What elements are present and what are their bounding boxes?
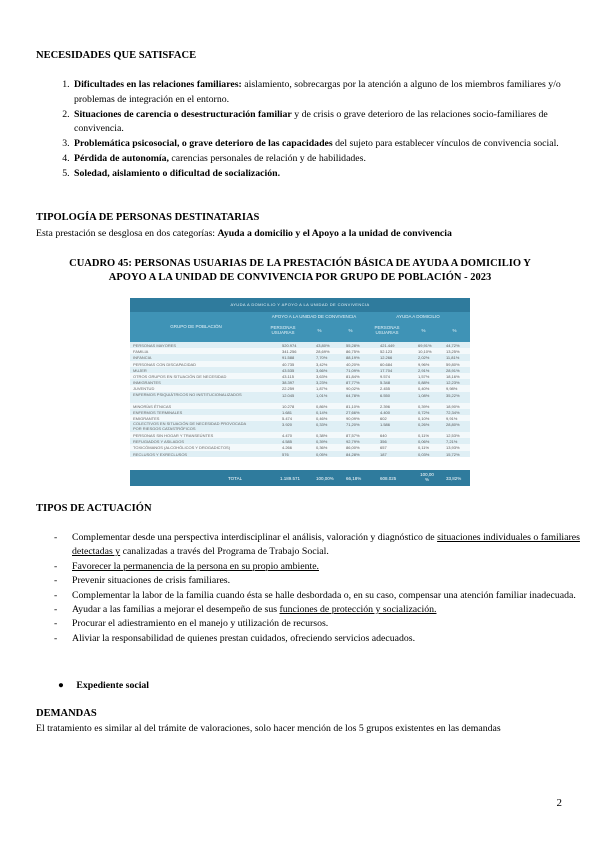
table-cell: 28,80% [446,422,460,428]
table-cell: 0,11% [418,433,430,439]
table-cell: 341.256 [282,349,297,355]
table-cell: 27,66% [346,409,360,415]
table-cell: 0,86% [316,403,328,409]
table-cell: 12,53% [446,433,460,439]
table-cell: 10.278 [282,403,295,409]
table-cell: 71,09% [346,367,360,373]
table-row [130,451,470,457]
table-cell: 40.735 [282,361,295,367]
needs-list [36,78,592,182]
table-cell: 1,87% [316,386,328,392]
need-item: 2. Situaciones de carencia o desestructuración familiar y de crisis o grave deterioro de las relaciones socio-familiares de convivencia. [72,108,592,138]
table-cell: 9,96% [418,361,430,367]
table-cell: 1.586 [380,422,391,428]
actions-list [36,531,592,646]
table-cell: 35,22% [446,392,460,398]
table-cell: 0,36% [316,445,328,451]
table-cell: 43.535 [282,367,295,373]
need-item: 1. Dificultades en las relaciones familiares: aislamiento, sobrecargas por la atención a alguno de los miembros familiares y/o problemas de integración en el entorno. [72,78,592,108]
table-cell: 9.574 [380,373,391,379]
table-cell-label: JUVENTUD [133,386,155,392]
table-cell: 0,88% [418,380,430,386]
table-cell: 12.045 [282,392,295,398]
table-total-row: TOTAL 1.189.571 100,00% 66,18% 608.025 100,00 % 33,82% [130,470,470,486]
table-cell: 52.123 [380,349,393,355]
table-cell: 0,10% [418,415,430,421]
action-item: - Aliviar la responsabilidad de quienes prestan cuidados, ofreciendo servicios adecuados. [72,632,592,646]
table-cell: 520.974 [282,343,297,348]
typology-heading: TIPOLOGÍA DE PERSONAS DESTINATARIAS [36,212,260,223]
needs-heading: NECESIDADES QUE SATISFACE [36,50,197,61]
table-cell: 7,21% [446,439,458,445]
table-cell: 0,06% [418,439,430,445]
table-cell: 60.684 [380,361,393,367]
need-item: 5. Soledad, aislamiento o dificultad de socialización. [72,167,592,182]
table-cell: 640 [380,433,387,439]
table-cell: 40,20% [346,361,360,367]
table-cell: 4.585 [282,439,293,445]
table-cell: 4.400 [380,409,391,415]
table-cell: 1,08% [418,392,430,398]
bullet-item: ● Expediente social [58,680,150,691]
table-cell: 0,03% [418,451,430,457]
table-cell: 4.266 [282,445,293,451]
table-cell: 28,69% [316,349,330,355]
table-cell: 43.115 [282,373,294,379]
table-cell-label: MUJER [133,367,147,373]
table-cell: 86,00% [346,445,360,451]
table-cell-label: PERSONAS CON DISCAPACIDAD [133,361,197,367]
table-cell: 5.474 [282,415,293,421]
table-cell-label: EMIGRANTES [133,415,160,421]
table-cell: 38.397 [282,380,295,386]
table-cell-label: INMIGRANTES [133,380,161,386]
action-item: - Complementar desde una perspectiva interdisciplinar el análisis, valoración y diagnóstico de situaciones individuales o familiares detectadas y canalizadas a través del Programa de Trabajo Social. [72,531,592,560]
table-cell: 91.588 [282,355,295,361]
table-cell: 576 [282,451,289,457]
typology-text: Esta prestación se desglosa en dos categorías: Ayuda a domicilio y el Apoyo a la unidad de convivencia [36,228,452,239]
table-cell: 6.550 [380,392,391,398]
table-cell-label: COLECTIVOS EN SITUACIÓN DE NECESIDAD PROVOCADA POR RIESGOS CATASTRÓFICOS [133,421,246,431]
table-cell: 1,01% [316,392,328,398]
need-item: 3. Problemática psicosocial, o grave deterioro de las capacidades del sujeto para establecer vínculos de convivencia social. [72,137,592,152]
table-cell: 3,23% [316,380,328,386]
table-cell: 4.470 [282,433,293,439]
table-cell: 81,10% [346,403,360,409]
table-cell: 3,63% [316,373,328,379]
table-cell: 356 [380,439,387,445]
table-cell: 602 [380,415,387,421]
table-cell: 2.455 [380,386,391,392]
table-cell: 0,33% [316,422,328,428]
table-cell: 69,91% [418,343,432,348]
table-cell: 9,91% [446,415,458,421]
table-cell: 0,40% [418,386,430,392]
table-cell: 87,77% [346,380,360,386]
action-item: - Ayudar a las familias a mejorar el desempeño de sus funciones de protección y socialización. [72,603,592,617]
table-cell: 18,16% [446,373,460,379]
table-cell: 87,57% [346,433,360,439]
table-cell: 0,14% [316,409,328,415]
table-cell-label: ENFERMOS TERMINALES [133,409,183,415]
table-cell: 90,09% [346,415,360,421]
page-number: 2 [556,797,562,809]
table-cell: 81,84% [346,373,360,379]
table-cell: 1.681 [282,409,293,415]
table-cell-label: ENFERMOS PSIQUIÁTRICOS NO INSTITUCIONALIZADOS [133,391,242,397]
table-cell: 5.348 [380,380,391,386]
table-cell: 0,46% [316,415,328,421]
table-cell: 0,39% [316,439,328,445]
table-cell: 43,80% [316,343,330,348]
table-cell-label: RECLUSOS Y EXRECLUSOS [133,451,188,457]
action-item: - Favorecer la permanencia de la persona en su propio ambiente. [72,560,592,574]
bullet-dot-icon: ● [58,680,64,691]
table-row [130,392,470,403]
table-body [130,342,470,457]
table-cell-label: REFUGIADOS Y ASILADOS [133,439,184,445]
table-cell-label: OTROS GRUPOS EN SITUACIÓN DE NECESIDAD [133,373,227,379]
table-cell: 0,38% [316,433,328,439]
table-cell: 17.704 [380,367,393,373]
table-cell: 3.920 [282,422,293,428]
table-cell: 59,80% [446,361,460,367]
table-cell: 0,39% [418,403,430,409]
table-cell: 13,93% [446,445,460,451]
table-top-header: AYUDA A DOMICILIO Y APOYO A LA UNIDAD DE CONVIVENCIA [130,298,470,312]
table-cell: 92,79% [346,439,360,445]
demands-text: El tratamiento es similar al del trámite de valoraciones, solo hacer mención de los 5 grupos existentes en las demandas [36,723,501,734]
table-cell: 0,72% [418,409,430,415]
table-cell: 421.449 [380,343,395,348]
table-cell: 15,72% [446,451,460,457]
table-cell: 187 [380,451,387,457]
table-cell: 44,72% [446,343,460,348]
action-item: - Procurar el adiestramiento en el manejo y utilización de recursos. [72,617,592,631]
table-cell: 2,02% [418,355,430,361]
population-table-image [130,298,470,486]
table-cell: 0,26% [418,422,430,428]
table-cell: 657 [380,445,387,451]
table-cell: 2.396 [380,403,391,409]
table-cell: 88,19% [346,355,360,361]
table-column-header: GRUPO DE POBLACIÓN APOYO A LA UNIDAD DE CONVIVENCIA AYUDA A DOMICILIO PERSONAS USUARIAS % % PERSONAS USUARIAS % % [130,312,470,342]
table-cell: 18,90% [446,403,460,409]
table-cell: 12.266 [380,355,393,361]
table-cell: 11,81% [446,355,460,361]
table-cell: 2,91% [418,367,430,373]
table-cell-label: MINORÍAS ÉTNICAS [133,403,172,409]
table-cell-label: PERSONAS MAYORES [133,343,177,348]
cuadro-title: CUADRO 45: PERSONAS USUARIAS DE LA PRESTACIÓN BÁSICA DE AYUDA A DOMICILIO Y APOYO A LA UNIDAD DE CONVIVENCIA POR GRUPO DE POBLACIÓN - 2023 [69,258,531,283]
table-cell: 9,98% [446,386,458,392]
table-cell: 1,57% [418,373,430,379]
table-cell-label: FAMILIA [133,349,149,355]
table-cell: 28,91% [446,367,460,373]
table-cell: 90,02% [346,386,360,392]
table-cell: 0,05% [316,451,328,457]
table-row [130,421,470,432]
table-cell: 71,20% [346,422,360,428]
table-cell: 0,11% [418,445,430,451]
table-cell: 3,42% [316,361,328,367]
table-cell: 3,66% [316,367,328,373]
need-item: 4. Pérdida de autonomía, carencias personales de relación y de habilidades. [72,152,592,167]
table-cell: 22.259 [282,386,295,392]
table-cell: 84,28% [346,451,360,457]
action-item: - Prevenir situaciones de crisis familiares. [72,574,592,588]
table-cell: 12,23% [446,380,460,386]
table-cell: 64,78% [346,392,360,398]
actions-heading: TIPOS DE ACTUACIÓN [36,503,152,514]
table-cell: 7,70% [316,355,328,361]
table-cell: 13,25% [446,349,460,355]
action-item: - Complementar la labor de la familia cuando ésta se halle desbordada o, en su caso, compensar una atención familiar inadecuada. [72,589,592,603]
table-cell-label: PERSONAS SIN HOGAR Y TRANSEÚNTES [133,433,214,439]
demands-heading: DEMANDAS [36,708,97,719]
table-cell: 55,28% [346,343,360,348]
table-cell-label: TOXICÓMANOS (ALCOHÓLICOS Y DROGADICTOS) [133,445,231,451]
table-cell: 10,10% [418,349,432,355]
table-cell: 72,34% [446,409,460,415]
table-cell: 86,75% [346,349,360,355]
table-cell-label: INFANCIA [133,355,152,361]
